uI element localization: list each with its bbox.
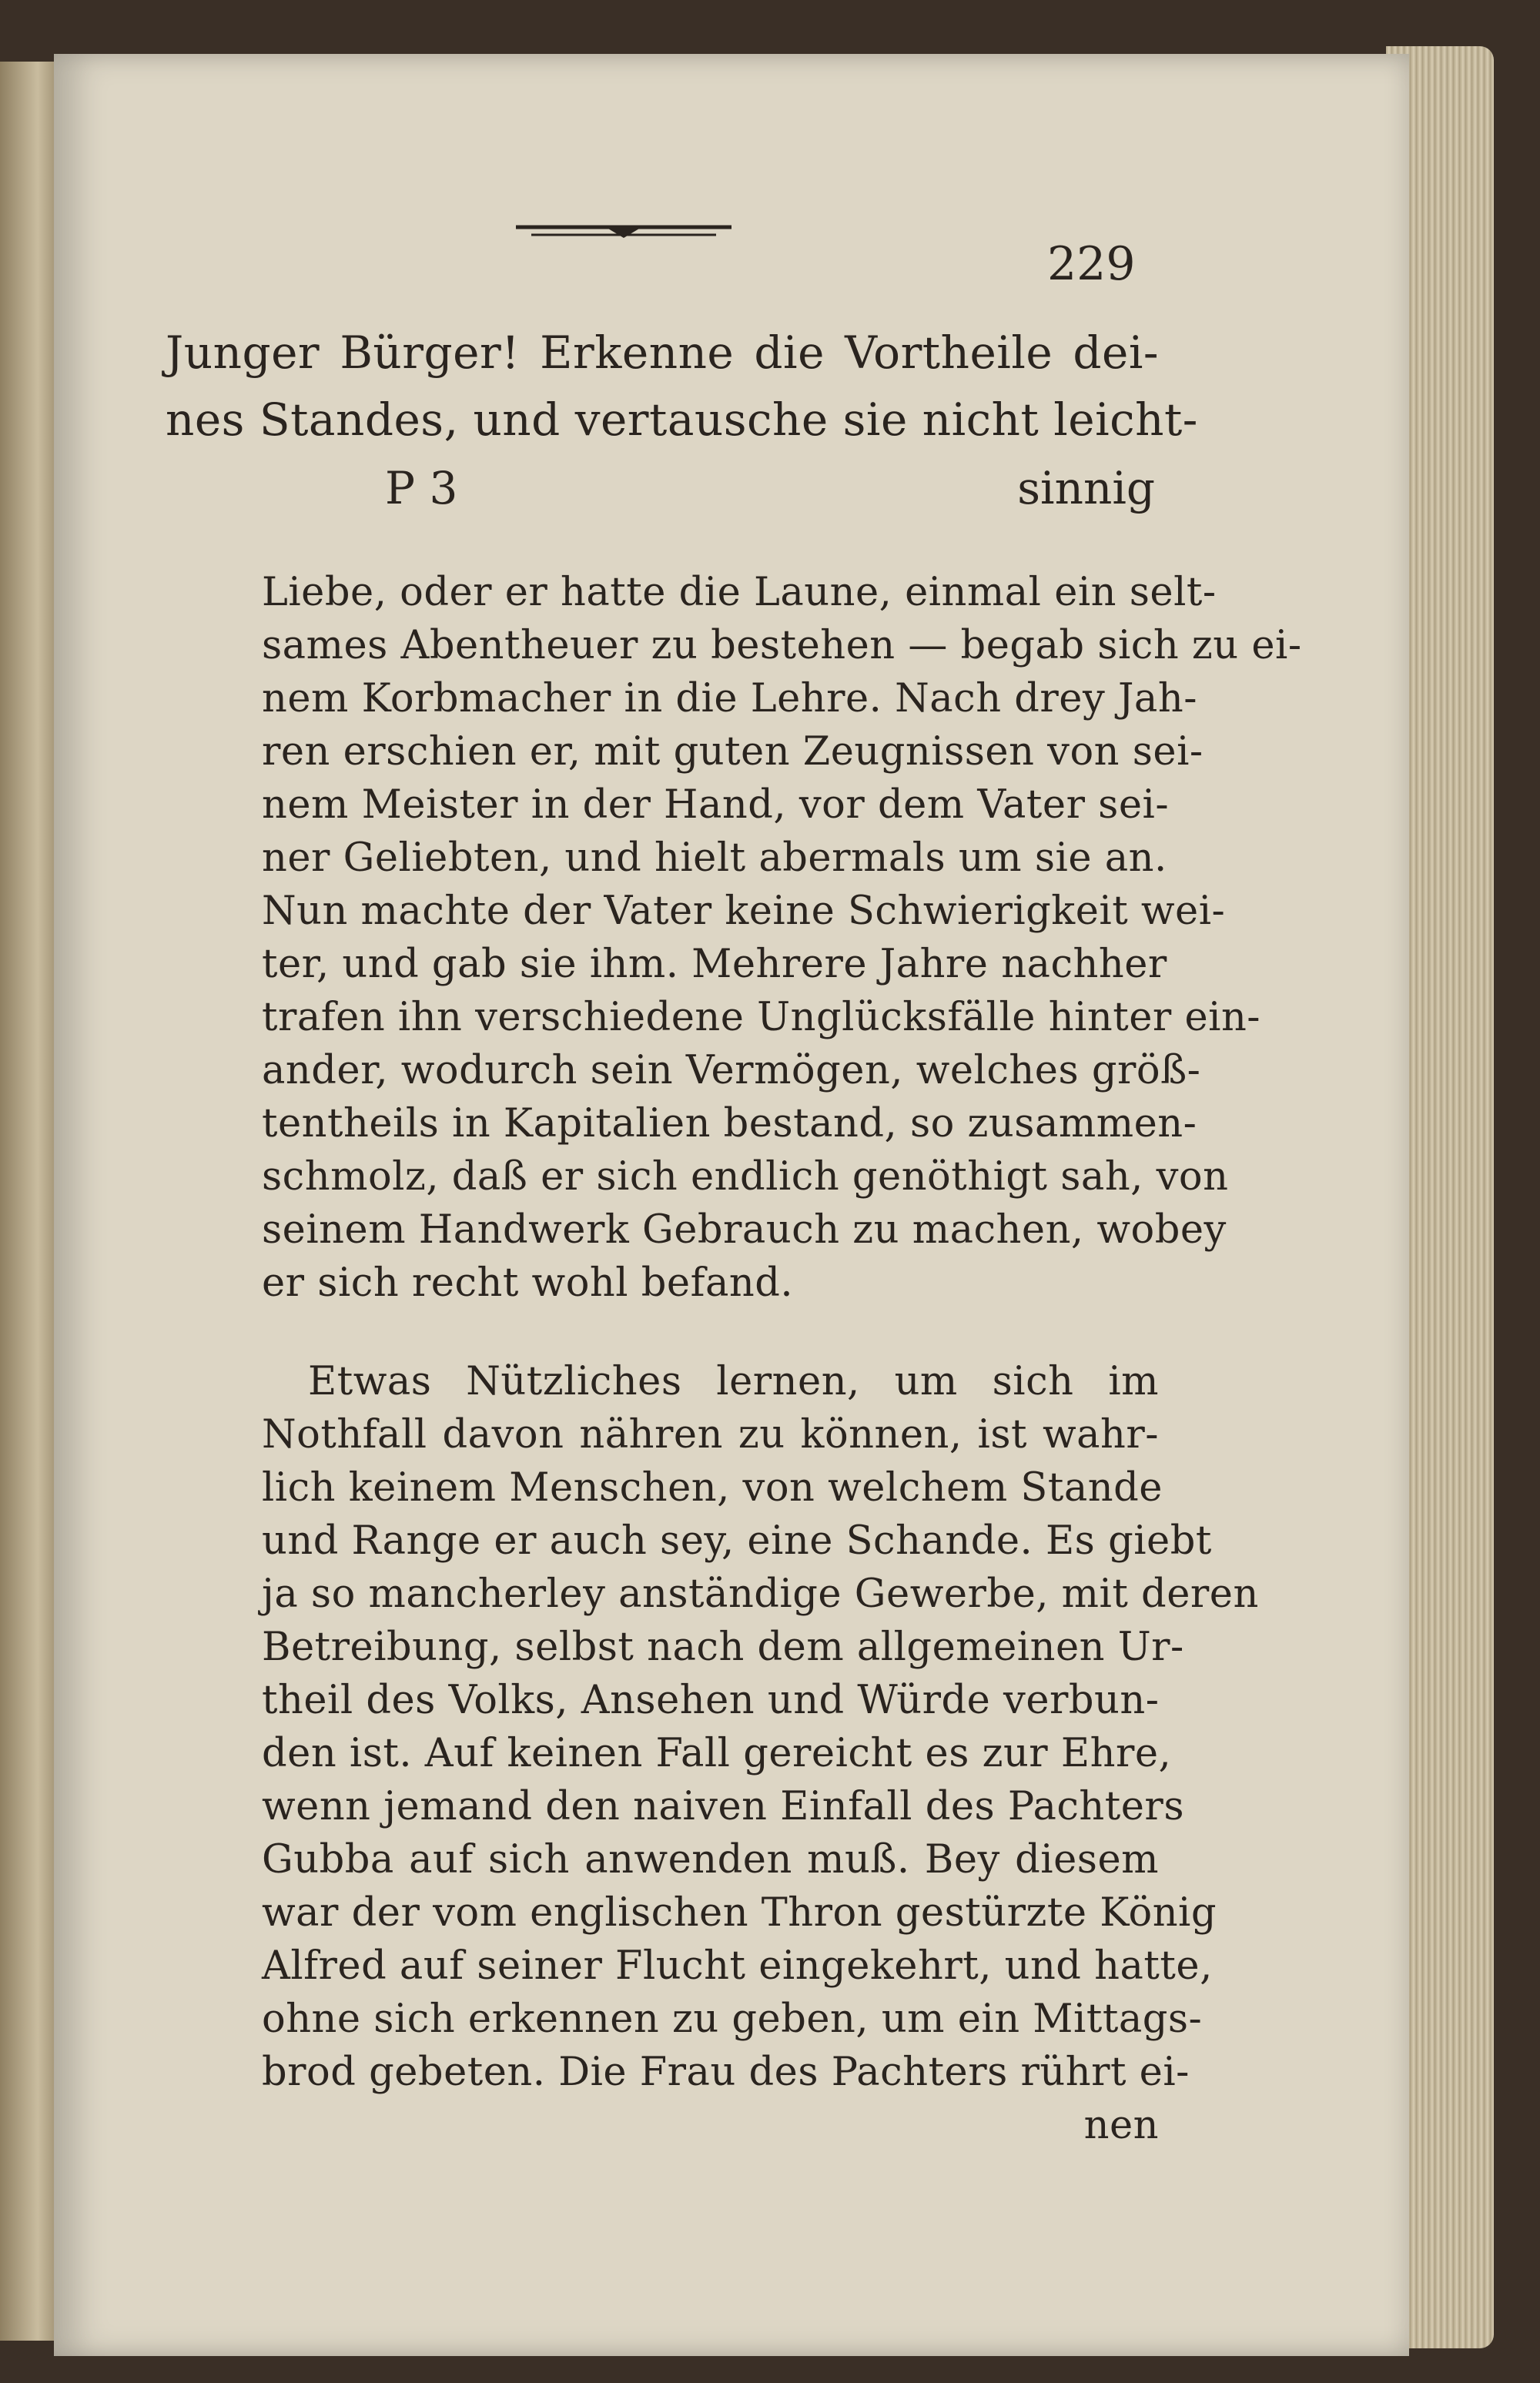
text-line: seinem Handwerk Gebrauch zu machen, wobey <box>262 1207 1227 1253</box>
text-line: Alfred auf seiner Flucht eingekehrt, und hatte, <box>262 1943 1213 1989</box>
text-line: nem Meister in der Hand, vor dem Vater sei- <box>262 782 1170 828</box>
text-line: ohne sich erkennen zu geben, um ein Mittags- <box>262 1996 1203 2042</box>
paragraph-2 <box>262 1355 1259 2152</box>
text-line: lich keinem Menschen, von welchem Stande <box>262 1465 1163 1511</box>
text-line: nem Korbmacher in die Lehre. Nach drey Jah- <box>262 676 1197 721</box>
page-number: 229 <box>1047 237 1136 291</box>
text-line: er sich recht wohl befand. <box>262 1260 794 1306</box>
catchword: sinnig <box>1017 462 1155 514</box>
facing-page-edge <box>0 62 54 2341</box>
text-line: ren erschien er, mit guten Zeugnissen von sei- <box>262 729 1204 775</box>
text-line: Gubba auf sich anwenden muß. Bey diesem <box>262 1837 1159 1883</box>
text-line: ner Geliebten, und hielt abermals um sie an. <box>262 835 1167 881</box>
text-line: brod gebeten. Die Frau des Pachters rührt ei- <box>262 2050 1190 2095</box>
text-line: Betreibung, selbst nach dem allgemeinen Ur- <box>262 1625 1184 1670</box>
header-ornament-rule <box>508 219 739 243</box>
text-line: Nothfall davon nähren zu können, ist wahr- <box>262 1412 1159 1458</box>
upper-text-block <box>166 320 1198 454</box>
text-line: schmolz, daß er sich endlich genöthigt sah, von <box>262 1154 1229 1200</box>
text-line: nes Standes, und vertausche sie nicht leicht- <box>166 393 1198 446</box>
text-line: trafen ihn verschiedene Unglücksfälle hinter ein- <box>262 995 1261 1040</box>
paragraph-1 <box>262 566 1302 1310</box>
text-line: ter, und gab sie ihm. Mehrere Jahre nachher <box>262 942 1167 987</box>
text-line: Junger Bürger! Erkenne die Vortheile dei- <box>166 326 1159 379</box>
text-line: war der vom englischen Thron gestürzte König <box>262 1890 1217 1936</box>
text-line: tentheils in Kapitalien bestand, so zusammen- <box>262 1101 1197 1146</box>
text-line: Nun machte der Vater keine Schwierigkeit wei- <box>262 889 1226 934</box>
text-line: sames Abentheuer zu bestehen — begab sich zu ei- <box>262 623 1302 668</box>
text-line: Etwas Nützliches lernen, um sich im <box>308 1359 1159 1404</box>
text-line: ja so mancherley anständige Gewerbe, mit deren <box>262 1571 1259 1617</box>
text-line: Liebe, oder er hatte die Laune, einmal ein selt- <box>262 570 1217 615</box>
text-line: wenn jemand den naiven Einfall des Pachters <box>262 1784 1184 1829</box>
text-line: ander, wodurch sein Vermögen, welches größ- <box>262 1048 1201 1093</box>
text-line: theil des Volks, Ansehen und Würde verbun- <box>262 1678 1160 1723</box>
text-line: den ist. Auf keinen Fall gereicht es zur Ehre, <box>262 1731 1172 1776</box>
custos: nen <box>1083 2103 1159 2148</box>
signature-mark: P 3 <box>385 462 458 514</box>
text-line: und Range er auch sey, eine Schande. Es giebt <box>262 1518 1212 1564</box>
